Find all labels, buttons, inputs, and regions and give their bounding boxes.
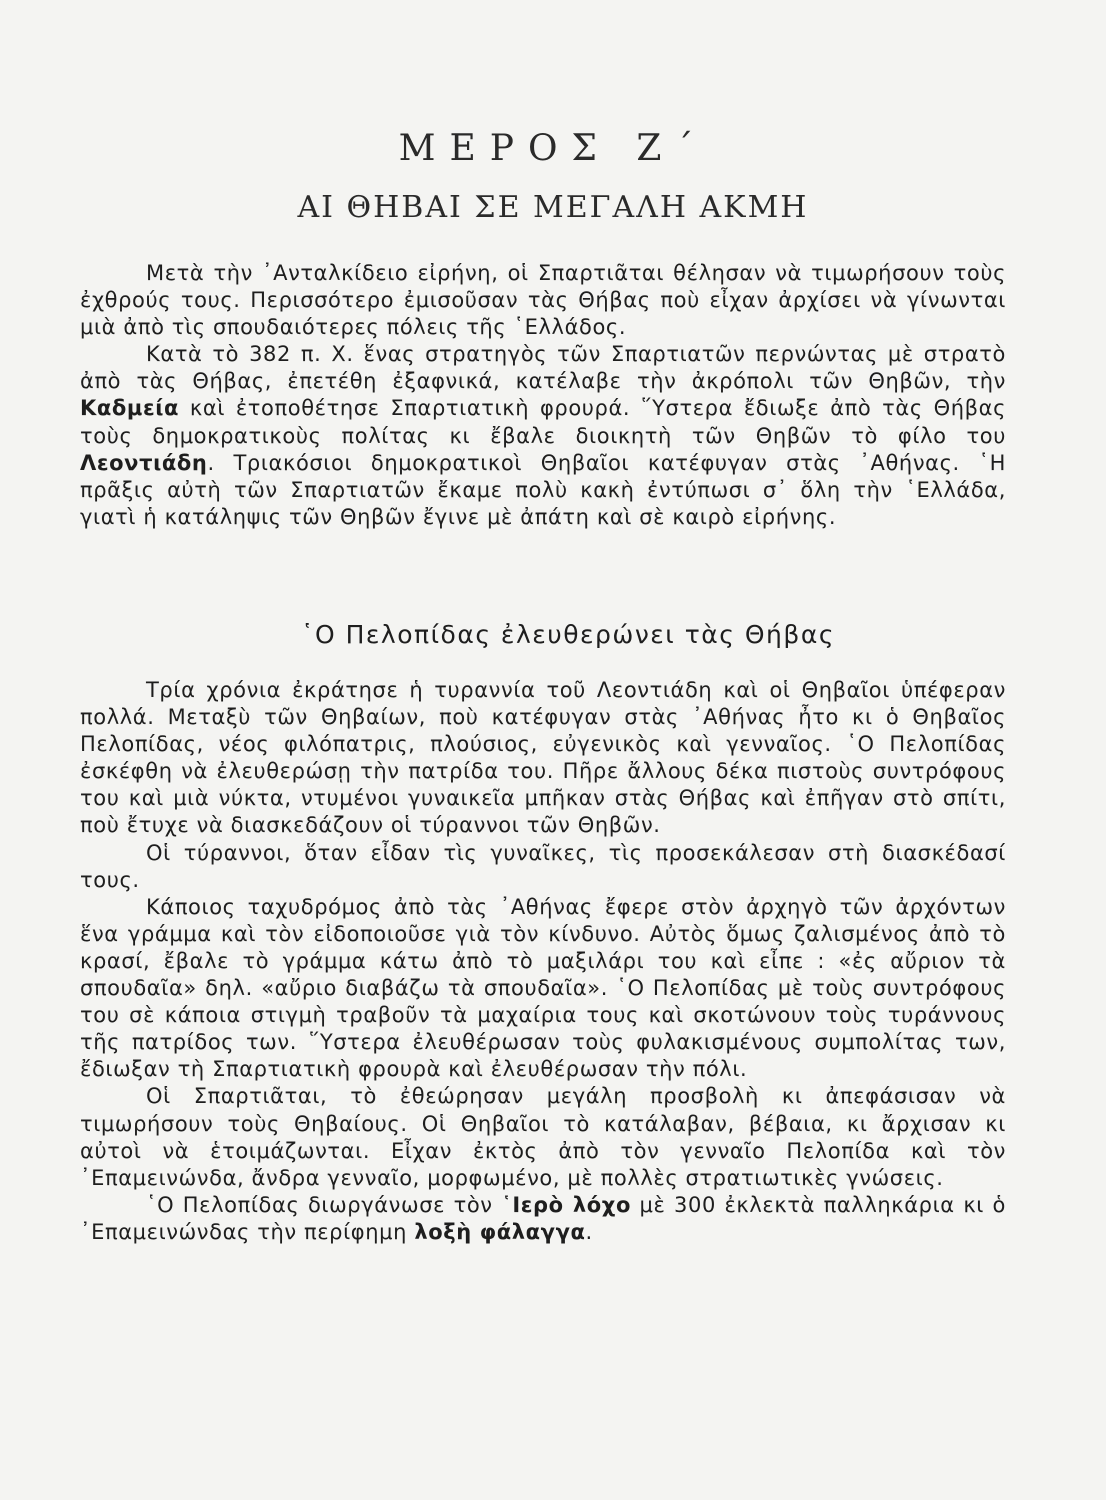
part-title: ΜΕΡΟΣ Ζ΄ [398,128,708,169]
story-paragraph-1: Τρία χρόνια ἐκράτησε ἡ τυραννία τοῦ Λεοντιάδη καὶ οἱ Θηβαῖοι ὑπέφεραν πολλά. Μεταξὺ τῶν Θηβαίων, ποὺ κατέφυγαν στὰς ᾿Αθήνας ἦτο κι ὁ Θηβαῖος Πελοπίδας, νέος φιλόπατρις, πλούσιος, εὐγενικὸς καὶ γενναῖος. ῾Ο Πελοπίδας ἐσκέφθη νὰ ἐλευθερώσῃ τὴν πατρίδα του. Πῆρε ἄλλους δέκα πιστοὺς συντρόφους του καὶ μιὰ νύκτα, ντυμένοι γυναικεῖα μπῆκαν στὰς Θήβας καὶ ἐπῆγαν στὸ σπίτι, ποὺ ἔτυχε νὰ διασκεδάζουν οἱ τύραννοι τῶν Θηβῶν. [80,678,1006,838]
intro-text [80,260,1006,531]
text-run: Κατὰ τὸ 382 π. Χ. ἕνας στρατηγὸς τῶν Σπαρτιατῶν περνώντας μὲ στρατὸ ἀπὸ τὰς Θήβας, ἐπετέθη ἐξαφνικά, κατέλαβε τὴν ἀκρόπολι τῶν Θηβῶν, τὴν [80,342,1006,394]
text-run: . [585,1219,593,1244]
intro-paragraph-2 [80,341,1006,531]
bold-term-loxi-falagga: λοξὴ φάλαγγα [414,1219,586,1244]
section-heading: ῾Ο Πελοπίδας ἐλευθερώνει τὰς Θήβας [301,620,835,649]
story-text [80,677,1006,1246]
text-run: μὲ 300 ἐκλεκτὰ παλληκάρια κι ὁ ᾿Επαμεινώνδας τὴν περίφημη [80,1192,1007,1244]
story-paragraph-3: Κάποιος ταχυδρόμος ἀπὸ τὰς ᾿Αθήνας ἔφερε στὸν ἀρχηγὸ τῶν ἀρχόντων ἕνα γράμμα καὶ τὸν εἰδοποιοῦσε γιὰ τὸν κίνδυνο. Αὐτὸς ὅμως ζαλισμένος ἀπὸ τὸ κρασί, ἔβαλε τὸ γράμμα κάτω ἀπὸ τὸ μαξιλάρι του καὶ εἶπε : «ἐς αὔριον τὰ σπουδαῖα» δηλ. «αὔριο διαβάζω τὰ σπουδαῖα». ῾Ο Πελοπίδας μὲ τοὺς συντρόφους του σὲ κάποια στιγμὴ τραβοῦν τὰ μαχαίρια τους καὶ σκοτώνουν τοὺς τυράννους τῆς πατρίδος των. ῞Υστερα ἐλευθέρωσαν τοὺς φυλακισμένους συμπολίτας των, ἔδιωξαν τὴ Σπαρτιατικὴ φρουρὰ καὶ ἐλευθέρωσαν τὴν πόλι. [80,894,1006,1082]
text-run: . Τριακόσιοι δημοκρατικοὶ Θηβαῖοι κατέφυγαν στὰς ᾿Αθήνας. ῾Η πρᾶξις αὐτὴ τῶν Σπαρτιατῶν ἔκαμε πολὺ κακὴ ἐντύπωσι σ᾿ ὅλη τὴν ῾Ελλάδα, γιατὶ ἡ κατάληψις τῶν Θηβῶν ἔγινε μὲ ἀπάτη καὶ σὲ καιρὸ εἰρήνης. [80,450,1006,529]
intro-paragraph-1: Μετὰ τὴν ᾿Ανταλκίδειο εἰρήνη, οἱ Σπαρτιᾶται θέλησαν νὰ τιμωρήσουν τοὺς ἐχθρούς τους. Περισσότερο ἐμισοῦσαν τὰς Θήβας ποὺ εἶχαν ἀρχίσει νὰ γίνωνται μιὰ ἀπὸ τὶς σπουδαιότερες πόλεις τῆς ῾Ελλάδος. [80,261,1006,340]
chapter-title: ΑΙ ΘΗΒΑΙ ΣΕ ΜΕΓΑΛΗ ΑΚΜΗ [297,190,809,225]
bold-term-leontiadi: Λεοντιάδη [80,450,208,475]
story-paragraph-5 [80,1192,1006,1246]
bold-term-iero-locho: ῾Ιερὸ λόχο [501,1192,631,1217]
bold-term-kadmeia: Καδμεία [80,396,180,421]
story-paragraph-4: Οἱ Σπαρτιᾶται, τὸ ἐθεώρησαν μεγάλη προσβολὴ κι ἀπεφάσισαν νὰ τιμωρήσουν τοὺς Θηβαίους. Οἱ Θηβαῖοι τὸ κατάλαβαν, βέβαια, κι ἄρχισαν κι αὐτοὶ νὰ ἑτοιμάζωνται. Εἶχαν ἐκτὸς ἀπὸ τὸν γενναῖο Πελοπίδα καὶ τὸν ᾿Επαμεινώνδα, ἄνδρα γενναῖο, μορφωμένο, μὲ πολλὲς στρατιωτικὲς γνώσεις. [80,1084,1006,1190]
text-run: καὶ ἐτοποθέτησε Σπαρτιατικὴ φρουρά. ῞Υστερα ἔδιωξε ἀπὸ τὰς Θήβας τοὺς δημοκρατικοὺς πολίτας κι ἔβαλε διοικητὴ τῶν Θηβῶν τὸ φίλο του [80,396,1006,448]
story-paragraph-2: Οἱ τύραννοι, ὅταν εἶδαν τὶς γυναῖκες, τὶς προσεκάλεσαν στὴ διασκέδασί τους. [80,840,1006,892]
text-run: ῾Ο Πελοπίδας διωργάνωσε τὸν [146,1192,502,1217]
